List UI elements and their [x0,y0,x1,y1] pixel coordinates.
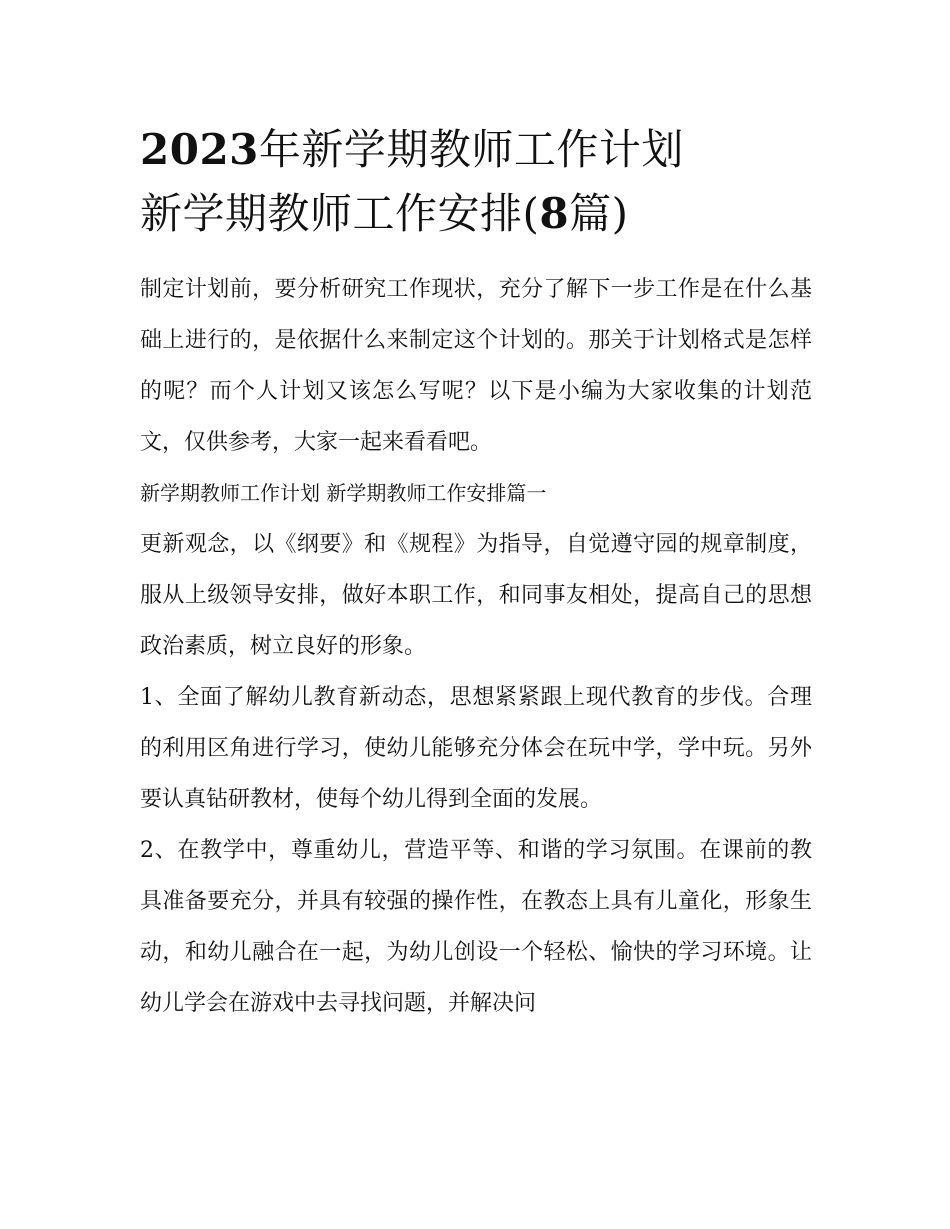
intro-paragraph: 制定计划前，要分析研究工作现状，充分了解下一步工作是在什么基础上进行的，是依据什么来制定这个计划的。那关于计划格式是怎样的呢？而个人计划又该怎么写呢？以下是小编为大家收集的计划范文，仅供参考，大家一起来看看吧。 [140,277,812,455]
section-heading: 新学期教师工作计划 新学期教师工作安排篇一 [140,481,547,505]
document-body [140,264,812,1029]
body-paragraph-2: 1、全面了解幼儿教育新动态，思想紧紧跟上现代教育的步伐。合理的利用区角进行学习，使幼儿能够充分体会在玩中学，学中玩。另外要认真钻研教材，使每个幼儿得到全面的发展。 [140,685,812,812]
title-line-1 [140,118,812,182]
title-line-2-end: 篇) [569,189,629,238]
title-year: 2023 [140,125,259,174]
title-line-2-text: 新学期教师工作安排( [140,189,540,238]
title-line-2 [140,182,812,246]
title-count: 8 [539,189,570,238]
body-paragraph-3: 2、在教学中，尊重幼儿，营造平等、和谐的学习氛围。在课前的教具准备要充分，并具有较强的操作性，在教态上具有儿童化，形象生动，和幼儿融合在一起，为幼儿创设一个轻松、愉快的学习环境。让幼儿学会在游戏中去寻找问题，并解决问 [140,838,812,1016]
title-line-1-text: 年新学期教师工作计划 [258,125,684,174]
document-title [140,118,812,246]
body-paragraph-1: 更新观念，以《纲要》和《规程》为指导，自觉遵守园的规章制度，服从上级领导安排，做好本职工作，和同事友相处，提高自己的思想政治素质，树立良好的形象。 [140,532,812,659]
document-page [140,118,812,1029]
